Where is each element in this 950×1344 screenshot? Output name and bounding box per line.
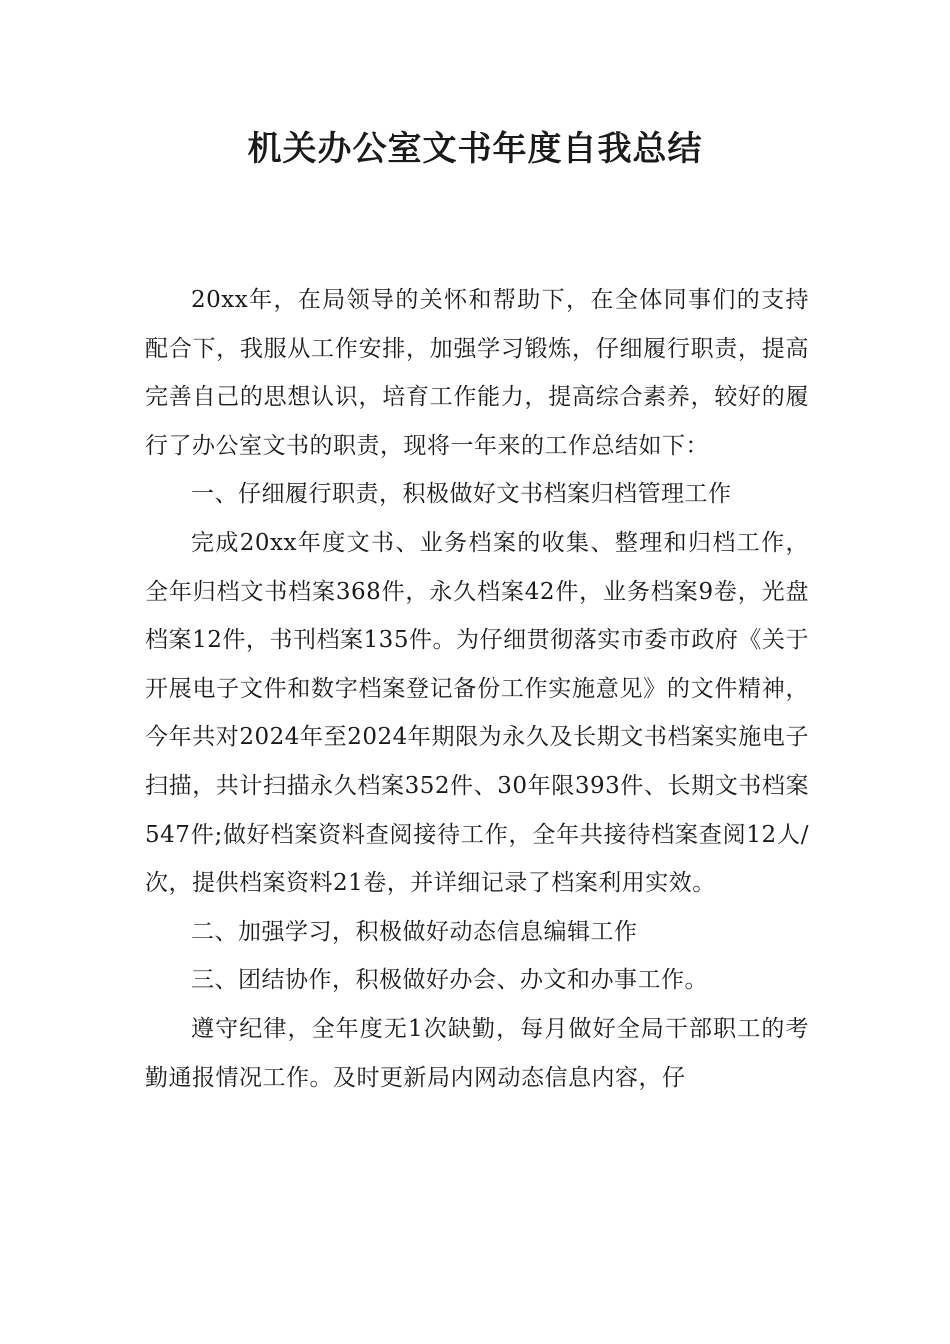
- document-title: 机关办公室文书年度自我总结: [247, 129, 703, 169]
- document-body: [145, 276, 809, 1102]
- section-heading-2: 二、加强学习，积极做好动态信息编辑工作: [191, 918, 638, 945]
- discipline-paragraph: 遵守纪律，全年度无1次缺勤，每月做好全局干部职工的考勤通报情况工作。及时更新局内网动态信息内容，仔: [145, 1015, 809, 1091]
- section-heading-3: 三、团结协作，积极做好办会、办文和办事工作。: [191, 967, 708, 994]
- section-heading-1: 一、仔细履行职责，积极做好文书档案归档管理工作: [191, 481, 732, 508]
- archive-work-paragraph: 完成20xx年度文书、业务档案的收集、整理和归档工作，全年归档文书档案368件，永久档案42件，业务档案9卷，光盘档案12件，书刊档案135件。为仔细贯彻落实市委市政府《关于开展电子文件和数字档案登记备份工作实施意见》的文件精神，今年共对2024年至2024年期限为永久及长期文书档案实施电子扫描，共计扫描永久档案352件、30年限393件、长期文书档案547件;做好档案资料查阅接待工作，全年共接待档案查阅12人/次，提供档案资料21卷，并详细记录了档案利用实效。: [145, 529, 809, 897]
- intro-paragraph: 20xx年，在局领导的关怀和帮助下，在全体同事们的支持配合下，我服从工作安排，加强学习锻炼，仔细履行职责，提高完善自己的思想认识，培育工作能力，提高综合素养，较好的履行了办公室文书的职责，现将一年来的工作总结如下：: [145, 287, 809, 459]
